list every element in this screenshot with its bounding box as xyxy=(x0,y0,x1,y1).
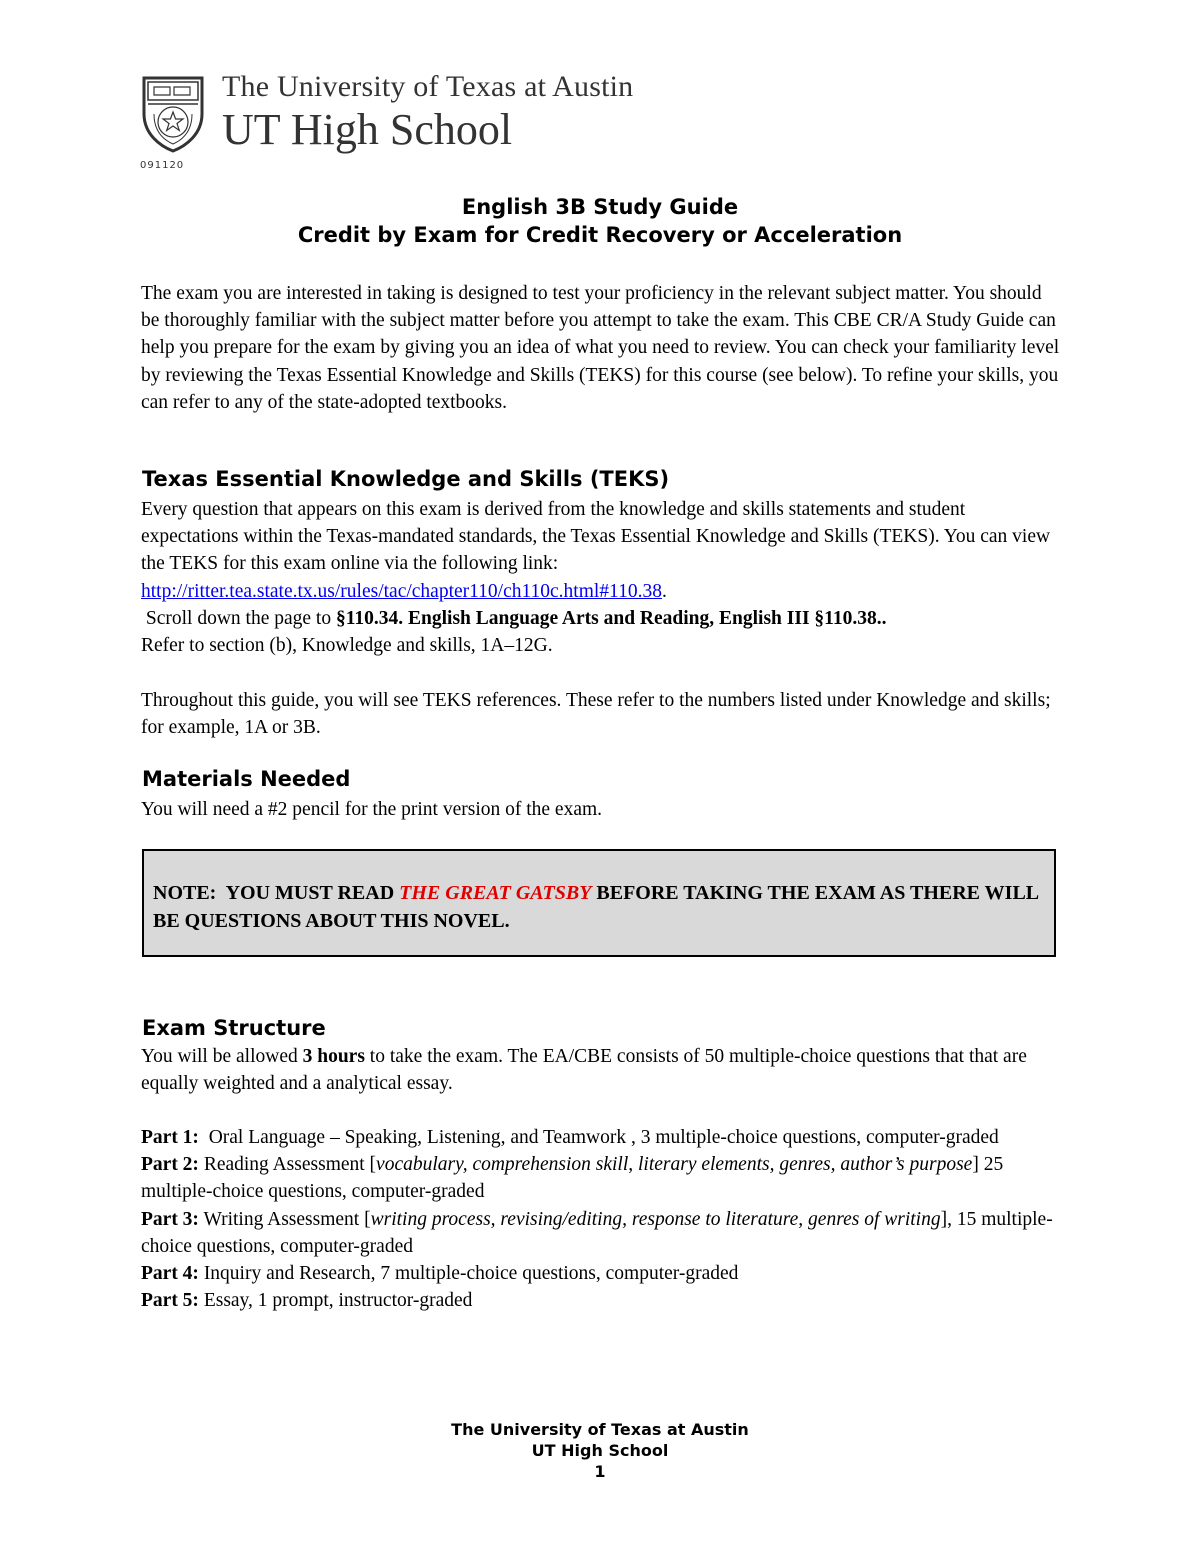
school-name: UT High School xyxy=(222,105,513,154)
structure-paragraph xyxy=(141,1043,1061,1097)
page-number: 1 xyxy=(594,1462,606,1481)
structure-heading: Exam Structure xyxy=(142,1016,326,1040)
teks-text: Every question that appears on this exam is derived from the knowledge and skills statements and student expectations within the Texas-mandated standards, the Texas Essential Knowledge and Skills (TEKS). You can view the TEKS for this exam online via the following link: xyxy=(141,499,1051,575)
page-subtitle: Credit by Exam for Credit Recovery or Acceleration xyxy=(297,223,903,247)
structure-text-prefix: You will be allowed xyxy=(141,1046,303,1067)
part-text: Reading Assessment [ xyxy=(198,1154,377,1176)
part-label: Part 4: xyxy=(141,1263,199,1285)
materials-heading: Materials Needed xyxy=(142,767,351,791)
exam-part xyxy=(141,1151,1061,1205)
part-topics: vocabulary, comprehension skill, literary elements, genres, author’s purpose xyxy=(376,1154,973,1176)
university-name: The University of Texas at Austin xyxy=(222,70,634,103)
exam-part xyxy=(141,1124,1061,1151)
scroll-instruction: Scroll down the page to xyxy=(141,607,336,629)
teks-link-suffix: . xyxy=(661,580,667,602)
exam-parts-list xyxy=(141,1124,1061,1314)
note-suffix: BEFORE TAKING THE EXAM AS THERE WILL BE QUESTIONS ABOUT THIS NOVEL. xyxy=(153,882,1039,932)
part-text: Essay, 1 prompt, instructor-graded xyxy=(198,1290,473,1312)
seal-code: 091120 xyxy=(140,160,185,171)
page-footer xyxy=(0,1419,1200,1482)
structure-text-suffix: to take the exam. The EA/CBE consists of 50 multiple-choice questions that that are equally weighted and a analytical essay. xyxy=(141,1046,1027,1095)
part-topics: writing process, revising/editing, response to literature, genres of writing xyxy=(370,1208,941,1230)
part-text: Oral Language – Speaking, Listening, and Teamwork , 3 multiple-choice questions, computer-graded xyxy=(198,1127,999,1148)
note-prefix: NOTE: YOU MUST READ xyxy=(153,882,400,904)
materials-paragraph: You will need a #2 pencil for the print version of the exam. xyxy=(141,799,603,820)
part-text: Writing Assessment [ xyxy=(198,1208,371,1230)
part-label: Part 5: xyxy=(141,1290,199,1312)
exam-part xyxy=(141,1287,1061,1314)
note-text xyxy=(153,879,1053,935)
scroll-section-reference: §110.34. English Language Arts and Reading, English III §110.38.. xyxy=(335,607,887,629)
footer-university: The University of Texas at Austin xyxy=(451,1420,749,1439)
teks-link[interactable]: http://ritter.tea.state.tx.us/rules/tac/chapter110/ch110c.html#110.38 xyxy=(141,580,662,602)
note-book-title: THE GREAT GATSBY xyxy=(399,882,592,904)
part-text-end: ] 25 multiple-choice questions, computer-graded xyxy=(141,1154,1004,1203)
footer-school: UT High School xyxy=(531,1441,669,1460)
part-text-end: ], 15 multiple-choice questions, computer-graded xyxy=(141,1208,1053,1257)
note-box xyxy=(142,849,1056,957)
exam-duration: 3 hours xyxy=(302,1046,365,1067)
teks-paragraph xyxy=(141,496,1061,659)
part-text: Inquiry and Research, 7 multiple-choice questions, computer-graded xyxy=(198,1263,739,1285)
page-title: English 3B Study Guide xyxy=(461,195,739,219)
teks-references-paragraph: Throughout this guide, you will see TEKS references. These refer to the numbers listed under Knowledge and skills; for example, 1A or 3B. xyxy=(141,690,1051,739)
part-label: Part 1: xyxy=(141,1127,199,1148)
ut-seal-logo xyxy=(140,74,206,154)
part-label: Part 2: xyxy=(141,1154,199,1176)
exam-part xyxy=(141,1260,1061,1287)
intro-paragraph: The exam you are interested in taking is designed to test your proficiency in the relevant subject matter. You should be thoroughly familiar with the subject matter before you attempt to take the exam. This CBE CR/A Study Guide can help you prepare for the exam by giving you an idea of what you need to review. You can check your familiarity level by reviewing the Texas Essential Knowledge and Skills (TEKS) for this course (see below). To refine your skills, you can refer to any of the state-adopted textbooks. xyxy=(141,283,1060,413)
teks-heading: Texas Essential Knowledge and Skills (TEKS) xyxy=(142,467,670,491)
exam-part xyxy=(141,1206,1061,1260)
part-label: Part 3: xyxy=(141,1208,199,1230)
refer-instruction: Refer to section (b), Knowledge and skills, 1A–12G. xyxy=(141,635,553,657)
